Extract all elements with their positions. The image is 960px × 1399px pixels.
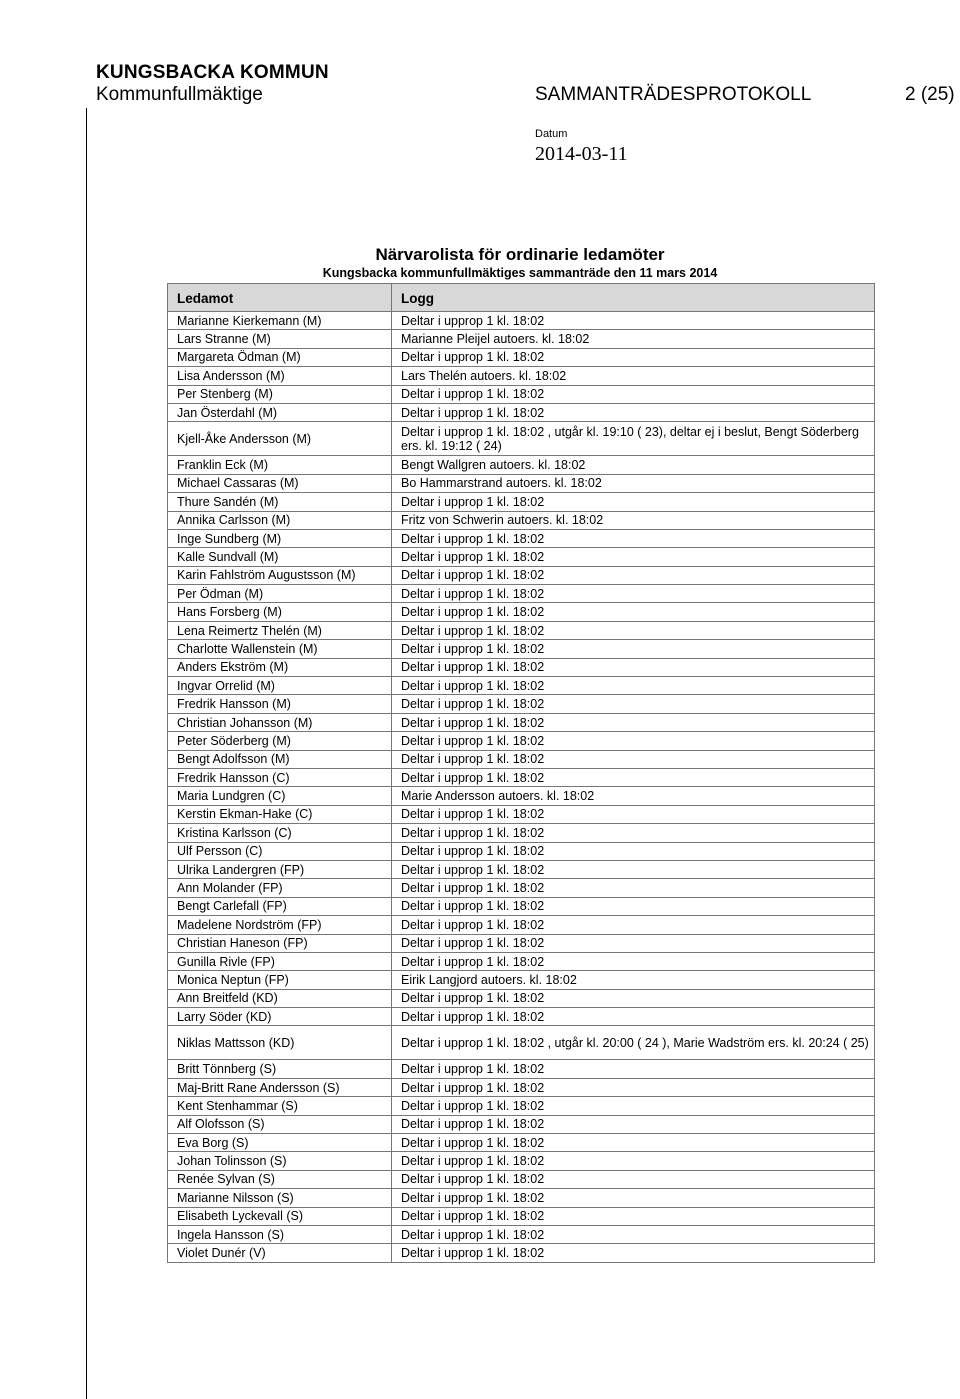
table-row bbox=[168, 1134, 875, 1152]
log-entry-cell: Deltar i upprop 1 kl. 18:02 bbox=[392, 842, 875, 860]
member-name-cell: Elisabeth Lyckevall (S) bbox=[168, 1207, 392, 1225]
member-name-cell: Per Stenberg (M) bbox=[168, 385, 392, 403]
log-entry-cell: Deltar i upprop 1 kl. 18:02 bbox=[392, 934, 875, 952]
table-row bbox=[168, 732, 875, 750]
table-row bbox=[168, 621, 875, 639]
member-name-cell: Anders Ekström (M) bbox=[168, 658, 392, 676]
table-row bbox=[168, 750, 875, 768]
log-entry-cell: Deltar i upprop 1 kl. 18:02 bbox=[392, 385, 875, 403]
member-name-cell: Ingvar Orrelid (M) bbox=[168, 677, 392, 695]
log-entry-cell: Deltar i upprop 1 kl. 18:02 bbox=[392, 1170, 875, 1188]
table-row bbox=[168, 403, 875, 421]
margin-rule bbox=[86, 108, 87, 1399]
log-entry-cell: Deltar i upprop 1 kl. 18:02 bbox=[392, 768, 875, 786]
log-entry-cell: Deltar i upprop 1 kl. 18:02 bbox=[392, 713, 875, 731]
table-header-row bbox=[168, 284, 875, 312]
column-header-member: Ledamot bbox=[168, 284, 392, 312]
date-label: Datum bbox=[535, 128, 568, 140]
member-name-cell: Maj-Britt Rane Andersson (S) bbox=[168, 1078, 392, 1096]
log-entry-cell: Deltar i upprop 1 kl. 18:02 bbox=[392, 860, 875, 878]
table-row bbox=[168, 952, 875, 970]
table-row bbox=[168, 585, 875, 603]
log-entry-cell: Deltar i upprop 1 kl. 18:02 bbox=[392, 1078, 875, 1096]
attendance-table-body bbox=[168, 312, 875, 1263]
log-entry-cell: Deltar i upprop 1 kl. 18:02 bbox=[392, 1134, 875, 1152]
log-entry-cell: Deltar i upprop 1 kl. 18:02 bbox=[392, 640, 875, 658]
member-name-cell: Alf Olofsson (S) bbox=[168, 1115, 392, 1133]
log-entry-cell: Deltar i upprop 1 kl. 18:02 bbox=[392, 1060, 875, 1078]
member-name-cell: Ulf Persson (C) bbox=[168, 842, 392, 860]
log-entry-cell: Deltar i upprop 1 kl. 18:02 bbox=[392, 824, 875, 842]
member-name-cell: Renée Sylvan (S) bbox=[168, 1170, 392, 1188]
table-row bbox=[168, 348, 875, 366]
member-name-cell: Ingela Hansson (S) bbox=[168, 1225, 392, 1243]
table-row bbox=[168, 548, 875, 566]
table-row bbox=[168, 860, 875, 878]
member-name-cell: Fredrik Hansson (C) bbox=[168, 768, 392, 786]
log-entry-cell: Lars Thelén autoers. kl. 18:02 bbox=[392, 367, 875, 385]
member-name-cell: Lena Reimertz Thelén (M) bbox=[168, 621, 392, 639]
member-name-cell: Eva Borg (S) bbox=[168, 1134, 392, 1152]
member-name-cell: Michael Cassaras (M) bbox=[168, 474, 392, 492]
member-name-cell: Jan Österdahl (M) bbox=[168, 403, 392, 421]
table-row bbox=[168, 677, 875, 695]
log-entry-cell: Deltar i upprop 1 kl. 18:02 bbox=[392, 1115, 875, 1133]
member-name-cell: Britt Tönnberg (S) bbox=[168, 1060, 392, 1078]
table-row bbox=[168, 330, 875, 348]
member-name-cell: Ann Breitfeld (KD) bbox=[168, 989, 392, 1007]
table-row bbox=[168, 768, 875, 786]
table-row bbox=[168, 971, 875, 989]
member-name-cell: Annika Carlsson (M) bbox=[168, 511, 392, 529]
member-name-cell: Niklas Mattsson (KD) bbox=[168, 1026, 392, 1060]
log-entry-cell: Deltar i upprop 1 kl. 18:02 bbox=[392, 493, 875, 511]
table-row bbox=[168, 916, 875, 934]
date-value: 2014-03-11 bbox=[535, 143, 628, 165]
log-entry-cell: Deltar i upprop 1 kl. 18:02 bbox=[392, 952, 875, 970]
table-row bbox=[168, 367, 875, 385]
member-name-cell: Ulrika Landergren (FP) bbox=[168, 860, 392, 878]
member-name-cell: Marianne Kierkemann (M) bbox=[168, 312, 392, 330]
log-entry-cell: Fritz von Schwerin autoers. kl. 18:02 bbox=[392, 511, 875, 529]
member-name-cell: Kristina Karlsson (C) bbox=[168, 824, 392, 842]
log-entry-cell: Bo Hammarstrand autoers. kl. 18:02 bbox=[392, 474, 875, 492]
table-row bbox=[168, 1170, 875, 1188]
member-name-cell: Kjell-Åke Andersson (M) bbox=[168, 422, 392, 456]
member-name-cell: Lisa Andersson (M) bbox=[168, 367, 392, 385]
log-entry-cell: Deltar i upprop 1 kl. 18:02 bbox=[392, 1207, 875, 1225]
log-entry-cell: Deltar i upprop 1 kl. 18:02 bbox=[392, 1152, 875, 1170]
table-row bbox=[168, 1225, 875, 1243]
table-row bbox=[168, 1189, 875, 1207]
document-subtitle: Kungsbacka kommunfullmäktiges sammanträde den 11 mars 2014 bbox=[322, 266, 718, 280]
log-entry-cell: Deltar i upprop 1 kl. 18:02 bbox=[392, 1225, 875, 1243]
member-name-cell: Inge Sundberg (M) bbox=[168, 529, 392, 547]
table-row bbox=[168, 842, 875, 860]
log-entry-cell: Eirik Langjord autoers. kl. 18:02 bbox=[392, 971, 875, 989]
table-row bbox=[168, 897, 875, 915]
log-entry-cell: Marie Andersson autoers. kl. 18:02 bbox=[392, 787, 875, 805]
table-row bbox=[168, 566, 875, 584]
table-row bbox=[168, 422, 875, 456]
log-entry-cell: Deltar i upprop 1 kl. 18:02 bbox=[392, 805, 875, 823]
table-row bbox=[168, 934, 875, 952]
member-name-cell: Bengt Carlefall (FP) bbox=[168, 897, 392, 915]
member-name-cell: Violet Dunér (V) bbox=[168, 1244, 392, 1262]
table-row bbox=[168, 713, 875, 731]
table-row bbox=[168, 805, 875, 823]
member-name-cell: Per Ödman (M) bbox=[168, 585, 392, 603]
document-title: Närvarolista för ordinarie ledamöter bbox=[375, 245, 665, 264]
log-entry-cell: Deltar i upprop 1 kl. 18:02 bbox=[392, 529, 875, 547]
member-name-cell: Christian Haneson (FP) bbox=[168, 934, 392, 952]
table-row bbox=[168, 1078, 875, 1096]
log-entry-cell: Deltar i upprop 1 kl. 18:02 bbox=[392, 916, 875, 934]
log-entry-cell: Deltar i upprop 1 kl. 18:02 bbox=[392, 1097, 875, 1115]
member-name-cell: Kent Stenhammar (S) bbox=[168, 1097, 392, 1115]
member-name-cell: Christian Johansson (M) bbox=[168, 713, 392, 731]
log-entry-cell: Deltar i upprop 1 kl. 18:02 bbox=[392, 677, 875, 695]
member-name-cell: Johan Tolinsson (S) bbox=[168, 1152, 392, 1170]
table-row bbox=[168, 1207, 875, 1225]
log-entry-cell: Deltar i upprop 1 kl. 18:02 , utgår kl. 20:00 ( 24 ), Marie Wadström ers. kl. 20:24 ( 25) bbox=[392, 1026, 875, 1060]
table-row bbox=[168, 640, 875, 658]
member-name-cell: Bengt Adolfsson (M) bbox=[168, 750, 392, 768]
log-entry-cell: Deltar i upprop 1 kl. 18:02 bbox=[392, 897, 875, 915]
member-name-cell: Gunilla Rivle (FP) bbox=[168, 952, 392, 970]
log-entry-cell: Deltar i upprop 1 kl. 18:02 bbox=[392, 1008, 875, 1026]
member-name-cell: Peter Söderberg (M) bbox=[168, 732, 392, 750]
member-name-cell: Lars Stranne (M) bbox=[168, 330, 392, 348]
table-row bbox=[168, 529, 875, 547]
log-entry-cell: Deltar i upprop 1 kl. 18:02 bbox=[392, 585, 875, 603]
log-entry-cell: Deltar i upprop 1 kl. 18:02 bbox=[392, 750, 875, 768]
log-entry-cell: Deltar i upprop 1 kl. 18:02 bbox=[392, 1189, 875, 1207]
member-name-cell: Marianne Nilsson (S) bbox=[168, 1189, 392, 1207]
log-entry-cell: Deltar i upprop 1 kl. 18:02 bbox=[392, 879, 875, 897]
table-row bbox=[168, 474, 875, 492]
table-row bbox=[168, 824, 875, 842]
table-row bbox=[168, 1008, 875, 1026]
table-row bbox=[168, 879, 875, 897]
log-entry-cell: Deltar i upprop 1 kl. 18:02 bbox=[392, 403, 875, 421]
member-name-cell: Thure Sandén (M) bbox=[168, 493, 392, 511]
log-entry-cell: Marianne Pleijel autoers. kl. 18:02 bbox=[392, 330, 875, 348]
table-row bbox=[168, 1060, 875, 1078]
department-name: Kommunfullmäktige bbox=[96, 84, 263, 105]
log-entry-cell: Deltar i upprop 1 kl. 18:02 bbox=[392, 603, 875, 621]
document-type: SAMMANTRÄDESPROTOKOLL bbox=[535, 84, 812, 105]
member-name-cell: Maria Lundgren (C) bbox=[168, 787, 392, 805]
attendance-table bbox=[167, 283, 875, 1263]
log-entry-cell: Deltar i upprop 1 kl. 18:02 , utgår kl. 19:10 ( 23), deltar ej i beslut, Bengt Söderberg ers. kl. 19:12 ( 24) bbox=[392, 422, 875, 456]
log-entry-cell: Deltar i upprop 1 kl. 18:02 bbox=[392, 312, 875, 330]
member-name-cell: Margareta Ödman (M) bbox=[168, 348, 392, 366]
member-name-cell: Hans Forsberg (M) bbox=[168, 603, 392, 621]
table-row bbox=[168, 1097, 875, 1115]
log-entry-cell: Deltar i upprop 1 kl. 18:02 bbox=[392, 621, 875, 639]
member-name-cell: Ann Molander (FP) bbox=[168, 879, 392, 897]
table-row bbox=[168, 695, 875, 713]
table-row bbox=[168, 603, 875, 621]
member-name-cell: Madelene Nordström (FP) bbox=[168, 916, 392, 934]
log-entry-cell: Deltar i upprop 1 kl. 18:02 bbox=[392, 548, 875, 566]
table-row bbox=[168, 385, 875, 403]
member-name-cell: Franklin Eck (M) bbox=[168, 456, 392, 474]
member-name-cell: Karin Fahlström Augustsson (M) bbox=[168, 566, 392, 584]
log-entry-cell: Deltar i upprop 1 kl. 18:02 bbox=[392, 658, 875, 676]
log-entry-cell: Deltar i upprop 1 kl. 18:02 bbox=[392, 348, 875, 366]
member-name-cell: Fredrik Hansson (M) bbox=[168, 695, 392, 713]
table-row bbox=[168, 1026, 875, 1060]
table-row bbox=[168, 312, 875, 330]
column-header-log: Logg bbox=[392, 284, 875, 312]
log-entry-cell: Bengt Wallgren autoers. kl. 18:02 bbox=[392, 456, 875, 474]
table-row bbox=[168, 989, 875, 1007]
member-name-cell: Larry Söder (KD) bbox=[168, 1008, 392, 1026]
table-row bbox=[168, 456, 875, 474]
page-number: 2 (25) bbox=[905, 84, 955, 105]
log-entry-cell: Deltar i upprop 1 kl. 18:02 bbox=[392, 732, 875, 750]
log-entry-cell: Deltar i upprop 1 kl. 18:02 bbox=[392, 566, 875, 584]
table-row bbox=[168, 1244, 875, 1262]
table-row bbox=[168, 658, 875, 676]
table-row bbox=[168, 493, 875, 511]
table-row bbox=[168, 1152, 875, 1170]
member-name-cell: Monica Neptun (FP) bbox=[168, 971, 392, 989]
member-name-cell: Kalle Sundvall (M) bbox=[168, 548, 392, 566]
log-entry-cell: Deltar i upprop 1 kl. 18:02 bbox=[392, 1244, 875, 1262]
table-row bbox=[168, 1115, 875, 1133]
member-name-cell: Charlotte Wallenstein (M) bbox=[168, 640, 392, 658]
table-row bbox=[168, 511, 875, 529]
organization-name: KUNGSBACKA KOMMUN bbox=[96, 62, 329, 83]
log-entry-cell: Deltar i upprop 1 kl. 18:02 bbox=[392, 695, 875, 713]
log-entry-cell: Deltar i upprop 1 kl. 18:02 bbox=[392, 989, 875, 1007]
member-name-cell: Kerstin Ekman-Hake (C) bbox=[168, 805, 392, 823]
table-row bbox=[168, 787, 875, 805]
